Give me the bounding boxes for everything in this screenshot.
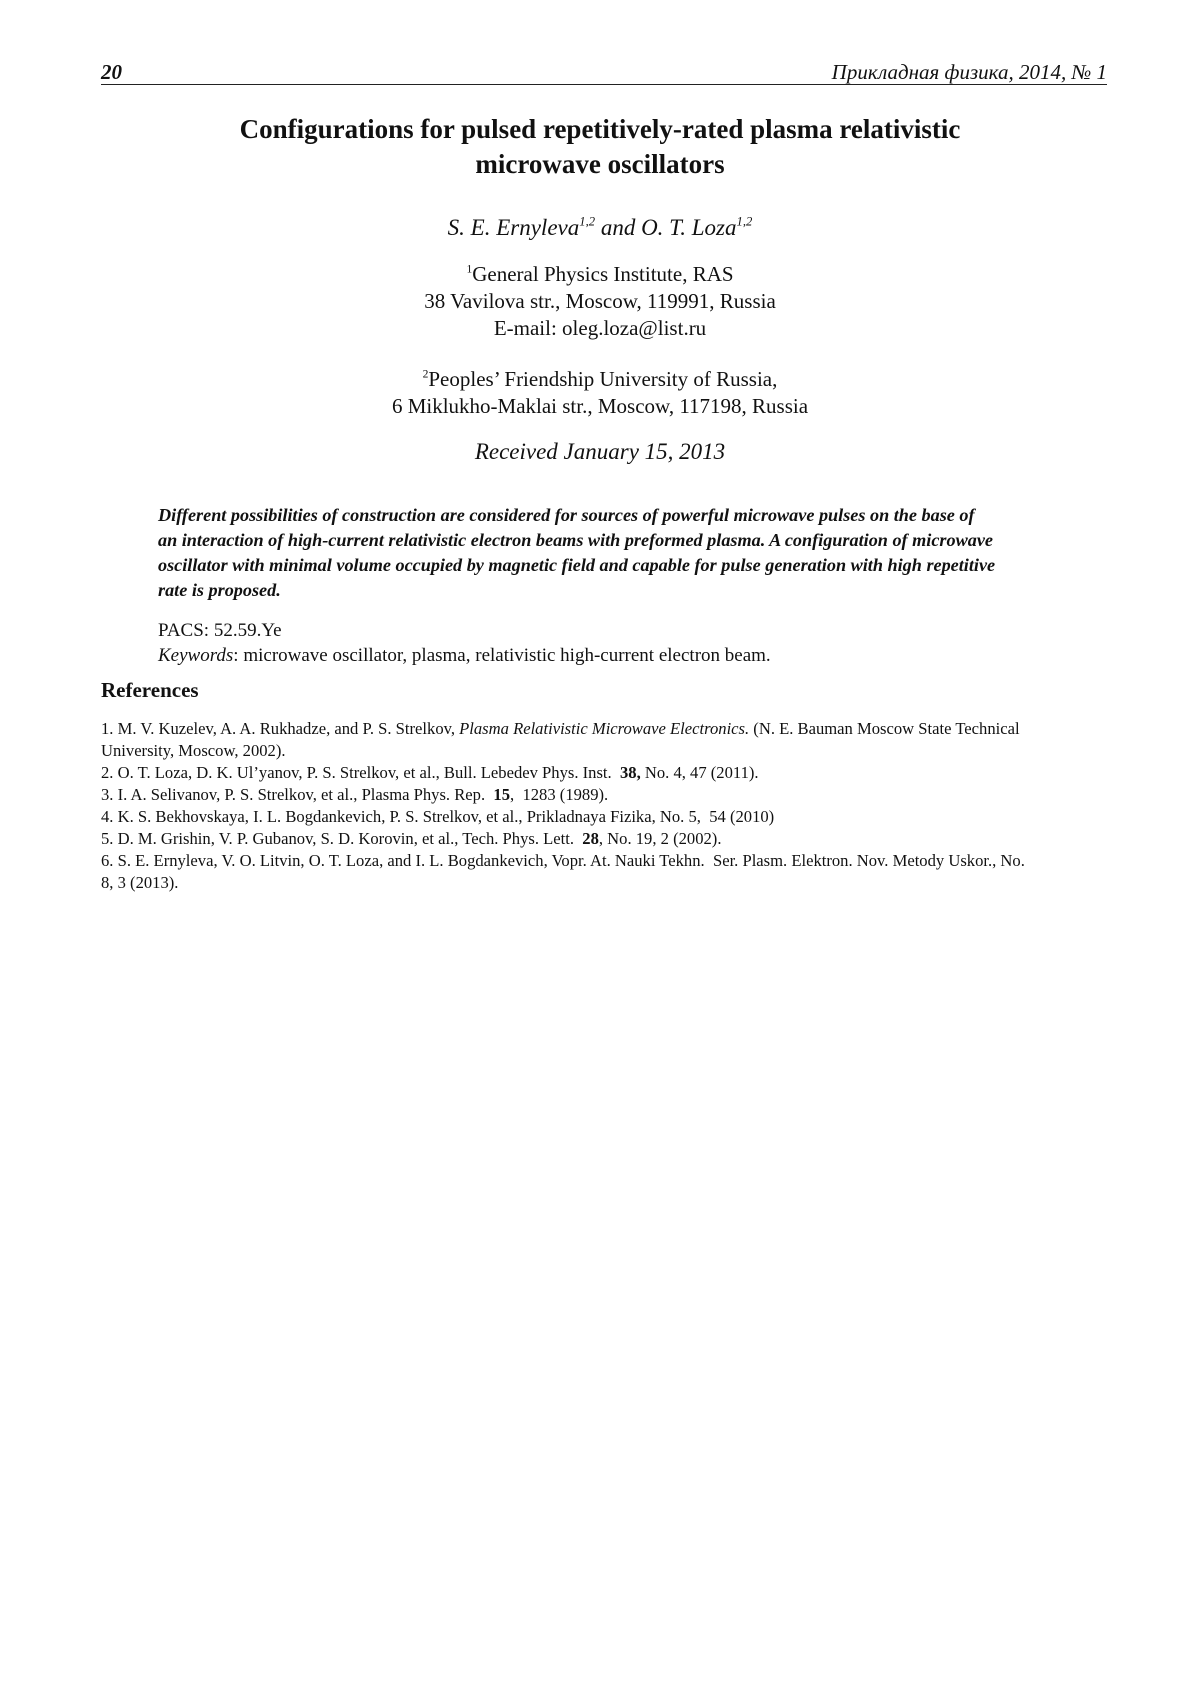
affiliation-mark: 2 [422, 368, 429, 381]
journal-name: Прикладная физика, 2014, № 1 [831, 60, 1107, 84]
affiliation-institution: Peoples’ Friendship University of Russia, [428, 367, 778, 391]
reference-text: No. 4, 47 (2011). [640, 763, 759, 782]
affiliation-1 [0, 261, 1200, 342]
reference-text: 5. D. M. Grishin, V. P. Gubanov, S. D. Korovin, et al., Tech. Phys. Lett. [101, 829, 583, 848]
article-title-line-2: microwave oscillators [475, 149, 725, 179]
abstract-line: oscillator with minimal volume occupied by magnetic field and capable for pulse generation with high repetitive [158, 555, 996, 575]
author-conjunction: and [595, 215, 642, 240]
reference-text: 1. M. V. Kuzelev, A. A. Rukhadze, and P. S. Strelkov, [101, 719, 460, 738]
references-heading: References [101, 678, 199, 702]
reference-volume: 38, [619, 763, 641, 782]
affiliation-2 [0, 366, 1200, 420]
reference-item: 6. S. E. Ernyleva, V. O. Litvin, O. T. Loza, and I. L. Bogdankevich, Vopr. At. Nauki Tekhn. Ser. Plasm. Elektron. Nov. Metody Uskor., No. [101, 851, 1025, 870]
reference-item [101, 828, 1111, 850]
abstract-line: rate is proposed. [158, 580, 281, 600]
affiliation-email: E-mail: oleg.loza@list.ru [493, 316, 707, 340]
author-affiliation-mark: 1,2 [579, 214, 596, 229]
article-title-line-1: Configurations for pulsed repetitively-rated plasma relativistic [239, 114, 961, 144]
abstract-line: Different possibilities of construction are considered for sources of powerful microwave pulses on the base of [158, 505, 975, 525]
abstract [158, 503, 1060, 603]
reference-item [101, 762, 1111, 784]
page-number: 20 [101, 60, 122, 84]
reference-text: 3. I. A. Selivanov, P. S. Strelkov, et al., Plasma Phys. Rep. [101, 785, 494, 804]
author-affiliation-mark: 1,2 [736, 214, 753, 229]
affiliation-address: 38 Vavilova str., Moscow, 119991, Russia [424, 289, 776, 313]
abstract-line: an interaction of high-current relativistic electron beams with preformed plasma. A configuration of microwave [158, 530, 993, 550]
article-title [150, 112, 1050, 182]
reference-list [101, 718, 1111, 894]
pacs-code: PACS: 52.59.Ye [158, 620, 282, 641]
affiliation-address: 6 Miklukho-Maklai str., Moscow, 117198, Russia [391, 394, 809, 418]
reference-item-continuation: 8, 3 (2013). [101, 873, 179, 892]
reference-text: (N. E. Bauman Moscow State Technical [749, 719, 1020, 738]
reference-text: , 1283 (1989). [510, 785, 609, 804]
affiliation-mark: 1 [466, 263, 473, 276]
author-list [0, 215, 1200, 241]
reference-volume: 28 [582, 829, 599, 848]
reference-item: 4. K. S. Bekhovskaya, I. L. Bogdankevich, P. S. Strelkov, et al., Prikladnaya Fizika, No. 5, 54 (2010) [101, 807, 775, 826]
author-name: S. E. Ernyleva [447, 215, 580, 240]
keywords-label: Keywords [158, 645, 234, 666]
reference-text: 2. O. T. Loza, D. K. Ul’yanov, P. S. Strelkov, et al., Bull. Lebedev Phys. Inst. [101, 763, 620, 782]
reference-text: , No. 19, 2 (2002). [598, 829, 722, 848]
author-name: O. T. Loza [641, 215, 737, 240]
received-date: Received January 15, 2013 [474, 439, 726, 464]
keywords-text: : microwave oscillator, plasma, relativistic high-current electron beam. [233, 645, 771, 666]
affiliation-institution: General Physics Institute, RAS [472, 262, 734, 286]
reference-item [101, 718, 1111, 740]
reference-item-continuation: University, Moscow, 2002). [101, 741, 286, 760]
reference-item [101, 784, 1111, 806]
keywords [158, 643, 771, 668]
running-header [101, 58, 1107, 85]
reference-volume: 15 [493, 785, 511, 804]
reference-book-title: Plasma Relativistic Microwave Electronics. [459, 719, 750, 738]
